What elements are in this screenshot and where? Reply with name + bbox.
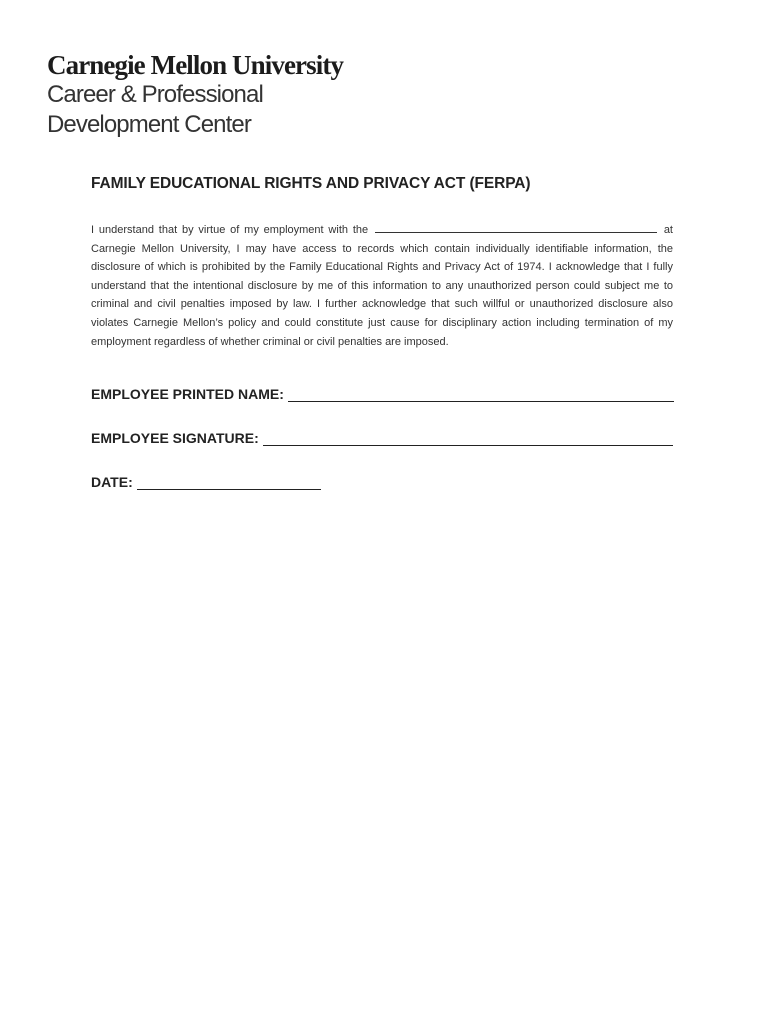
- university-logo: [47, 50, 367, 140]
- department-blank-line: [375, 223, 657, 233]
- date-label: DATE:: [91, 474, 133, 490]
- acknowledgement-paragraph: [91, 221, 673, 351]
- logo-department-line1: Career & Professional: [47, 81, 263, 108]
- document-title: FAMILY EDUCATIONAL RIGHTS AND PRIVACY ACT (FERPA): [91, 175, 531, 192]
- signature-label: EMPLOYEE SIGNATURE:: [91, 430, 259, 446]
- printed-name-field: [91, 386, 674, 402]
- logo-department-line2: Development Center: [47, 111, 251, 138]
- signature-field: [91, 430, 673, 446]
- date-line: [137, 475, 321, 490]
- printed-name-label: EMPLOYEE PRINTED NAME:: [91, 386, 284, 402]
- paragraph-text-start: I understand that by virtue of my employment with the: [91, 224, 369, 236]
- signature-line: [263, 431, 673, 446]
- date-field: [91, 474, 321, 490]
- printed-name-line: [288, 387, 674, 402]
- logo-university-name: Carnegie Mellon University: [47, 50, 344, 80]
- paragraph-text-rest: at Carnegie Mellon University, I may have access to records which contain individually identifiable information, the disclosure of which is prohibited by the Family Educational Rights and Privacy Act of 1974. I acknowledge that I fully understand that the intentional disclosure by me of this information to any unauthorized person could subject me to criminal and civil penalties imposed by law. I further acknowledge that such willful or unauthorized disclosure also violates Carnegie Mellon’s policy and could constitute just cause for disciplinary action including termination of my employment regardless of whether criminal or civil penalties are imposed.: [91, 224, 673, 348]
